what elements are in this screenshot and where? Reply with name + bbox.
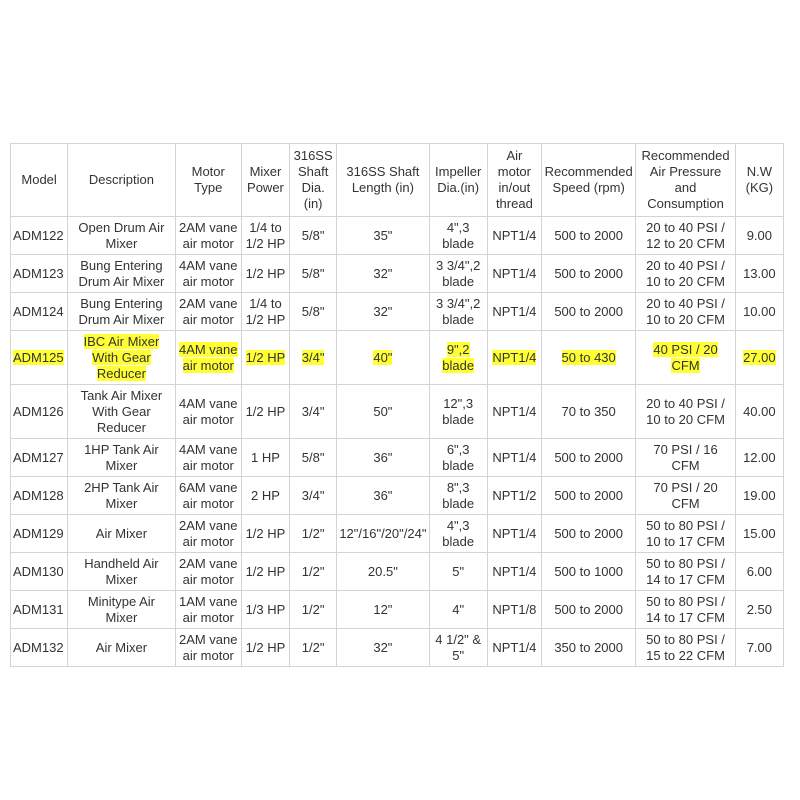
air-pressure-cell: [636, 477, 735, 515]
shaft-dia-cell: [290, 515, 337, 553]
cell-text: NPT1/4: [492, 303, 537, 319]
cell-text: 6",3 blade: [442, 441, 475, 473]
cell-text: 4AM vane air motor: [178, 341, 238, 373]
cell-text: 7.00: [746, 639, 773, 655]
cell-text: 20 to 40 PSI / 12 to 20 CFM: [646, 219, 725, 251]
cell-text: 20 to 40 PSI / 10 to 20 CFM: [646, 295, 725, 327]
thread-cell: [487, 385, 541, 439]
speed-cell: [541, 591, 635, 629]
table-row: [11, 439, 784, 477]
speed-cell: [541, 385, 635, 439]
shaft-length-cell: [337, 331, 429, 385]
impeller-dia-cell: [429, 385, 487, 439]
description-cell: [68, 591, 175, 629]
cell-text: 4AM vane air motor: [178, 257, 238, 289]
cell-text: 32": [373, 265, 393, 281]
table-row: [11, 331, 784, 385]
speed-cell: [541, 331, 635, 385]
cell-text: 4": [452, 601, 465, 617]
cell-text: NPT1/4: [492, 265, 537, 281]
thread-cell: [487, 331, 541, 385]
cell-text: 50 to 80 PSI / 15 to 22 CFM: [646, 631, 725, 663]
header-shaft-dia: 316SS Shaft Dia. (in): [290, 144, 337, 217]
motor-type-cell: [175, 293, 241, 331]
speed-cell: [541, 553, 635, 591]
model-cell: [11, 439, 68, 477]
cell-text: 5/8": [301, 449, 325, 465]
cell-text: IBC Air Mixer With Gear Reducer: [83, 333, 160, 381]
description-cell: [68, 293, 175, 331]
cell-text: 9",2 blade: [442, 341, 475, 373]
shaft-dia-cell: [290, 331, 337, 385]
air-pressure-cell: [636, 439, 735, 477]
weight-cell: [735, 385, 783, 439]
cell-text: Air Mixer: [95, 525, 148, 541]
shaft-length-cell: [337, 477, 429, 515]
table-header-row: [11, 144, 784, 217]
thread-cell: [487, 217, 541, 255]
table-row: [11, 553, 784, 591]
impeller-dia-cell: [429, 255, 487, 293]
cell-text: 4AM vane air motor: [178, 395, 238, 427]
cell-text: NPT1/8: [492, 601, 537, 617]
cell-text: Bung Entering Drum Air Mixer: [78, 257, 165, 289]
cell-text: 2AM vane air motor: [178, 631, 238, 663]
description-cell: [68, 331, 175, 385]
mixer-power-cell: [241, 385, 289, 439]
cell-text: 12"/16"/20"/24": [339, 525, 427, 541]
impeller-dia-cell: [429, 591, 487, 629]
cell-text: 6AM vane air motor: [178, 479, 238, 511]
shaft-dia-cell: [290, 591, 337, 629]
cell-text: ADM132: [13, 639, 64, 655]
air-pressure-cell: [636, 553, 735, 591]
cell-text: Handheld Air Mixer: [84, 555, 159, 587]
speed-cell: [541, 217, 635, 255]
cell-text: 4 1/2" & 5": [435, 631, 482, 663]
cell-text: 1/3 HP: [245, 601, 286, 617]
cell-text: 5/8": [301, 265, 325, 281]
weight-cell: [735, 477, 783, 515]
cell-text: 500 to 2000: [554, 303, 623, 319]
model-cell: [11, 553, 68, 591]
cell-text: 20.5": [367, 563, 398, 579]
motor-type-cell: [175, 553, 241, 591]
table-row: [11, 515, 784, 553]
cell-text: 350 to 2000: [554, 639, 623, 655]
cell-text: 40": [373, 349, 393, 365]
cell-text: 32": [373, 303, 393, 319]
table-row: [11, 293, 784, 331]
cell-text: 50 to 80 PSI / 14 to 17 CFM: [646, 555, 725, 587]
weight-cell: [735, 515, 783, 553]
cell-text: 500 to 2000: [554, 265, 623, 281]
table-row: [11, 591, 784, 629]
cell-text: 2AM vane air motor: [178, 219, 238, 251]
cell-text: 9.00: [746, 227, 773, 243]
impeller-dia-cell: [429, 293, 487, 331]
cell-text: ADM128: [13, 487, 64, 503]
cell-text: 36": [373, 487, 393, 503]
thread-cell: [487, 477, 541, 515]
cell-text: 4",3 blade: [442, 517, 475, 549]
cell-text: 1 HP: [251, 449, 280, 465]
table-row: [11, 477, 784, 515]
cell-text: 70 PSI / 16 CFM: [653, 441, 718, 473]
air-pressure-cell: [636, 255, 735, 293]
shaft-dia-cell: [290, 553, 337, 591]
cell-text: 3/4": [301, 349, 325, 365]
mixer-power-cell: [241, 255, 289, 293]
cell-text: ADM126: [13, 403, 64, 419]
impeller-dia-cell: [429, 331, 487, 385]
cell-text: NPT1/4: [492, 639, 537, 655]
air-pressure-cell: [636, 293, 735, 331]
shaft-length-cell: [337, 629, 429, 667]
cell-text: NPT1/4: [492, 227, 537, 243]
cell-text: ADM129: [13, 525, 64, 541]
description-cell: [68, 553, 175, 591]
cell-text: ADM123: [13, 265, 64, 281]
cell-text: NPT1/4: [492, 403, 537, 419]
cell-text: ADM124: [13, 303, 64, 319]
weight-cell: [735, 553, 783, 591]
cell-text: 1/2": [301, 563, 325, 579]
air-pressure-cell: [636, 217, 735, 255]
cell-text: 1/2": [301, 525, 325, 541]
cell-text: 50 to 80 PSI / 14 to 17 CFM: [646, 593, 725, 625]
shaft-dia-cell: [290, 255, 337, 293]
shaft-length-cell: [337, 591, 429, 629]
cell-text: 1/2": [301, 601, 325, 617]
header-shaft-length: 316SS Shaft Length (in): [337, 144, 429, 217]
description-cell: [68, 515, 175, 553]
header-impeller-dia: Impeller Dia.(in): [429, 144, 487, 217]
cell-text: 20 to 40 PSI / 10 to 20 CFM: [646, 257, 725, 289]
cell-text: 5": [452, 563, 465, 579]
model-cell: [11, 293, 68, 331]
motor-type-cell: [175, 385, 241, 439]
cell-text: Open Drum Air Mixer: [78, 219, 165, 251]
shaft-length-cell: [337, 293, 429, 331]
thread-cell: [487, 515, 541, 553]
weight-cell: [735, 331, 783, 385]
motor-type-cell: [175, 217, 241, 255]
weight-cell: [735, 591, 783, 629]
description-cell: [68, 217, 175, 255]
cell-text: 70 to 350: [561, 403, 616, 419]
cell-text: 4",3 blade: [442, 219, 475, 251]
thread-cell: [487, 553, 541, 591]
weight-cell: [735, 439, 783, 477]
cell-text: 500 to 2000: [554, 601, 623, 617]
model-cell: [11, 515, 68, 553]
cell-text: 3/4": [301, 403, 325, 419]
model-cell: [11, 477, 68, 515]
cell-text: 2HP Tank Air Mixer: [84, 479, 159, 511]
air-pressure-cell: [636, 385, 735, 439]
cell-text: 500 to 2000: [554, 449, 623, 465]
cell-text: 36": [373, 449, 393, 465]
model-cell: [11, 331, 68, 385]
cell-text: NPT1/4: [492, 349, 537, 365]
model-cell: [11, 591, 68, 629]
speed-cell: [541, 293, 635, 331]
cell-text: ADM125: [13, 349, 64, 365]
shaft-length-cell: [337, 255, 429, 293]
header-net-weight: N.W (KG): [735, 144, 783, 217]
table-body: [11, 217, 784, 667]
cell-text: 20 to 40 PSI / 10 to 20 CFM: [646, 395, 725, 427]
cell-text: 1/4 to 1/2 HP: [245, 219, 286, 251]
model-cell: [11, 385, 68, 439]
cell-text: 12.00: [743, 449, 776, 465]
mixer-power-cell: [241, 439, 289, 477]
mixer-power-cell: [241, 217, 289, 255]
cell-text: ADM127: [13, 449, 64, 465]
air-pressure-cell: [636, 515, 735, 553]
cell-text: 15.00: [743, 525, 776, 541]
cell-text: 1/2 HP: [245, 639, 286, 655]
motor-type-cell: [175, 477, 241, 515]
thread-cell: [487, 591, 541, 629]
cell-text: 6.00: [746, 563, 773, 579]
cell-text: 1/2 HP: [245, 349, 286, 365]
cell-text: 5/8": [301, 227, 325, 243]
speed-cell: [541, 629, 635, 667]
cell-text: Tank Air Mixer With Gear Reducer: [80, 387, 163, 435]
cell-text: 3/4": [301, 487, 325, 503]
shaft-length-cell: [337, 515, 429, 553]
air-pressure-cell: [636, 331, 735, 385]
weight-cell: [735, 293, 783, 331]
impeller-dia-cell: [429, 439, 487, 477]
cell-text: 1AM vane air motor: [178, 593, 238, 625]
cell-text: 40 PSI / 20 CFM: [653, 341, 718, 373]
header-mixer-power: Mixer Power: [241, 144, 289, 217]
mixer-power-cell: [241, 477, 289, 515]
cell-text: 1/4 to 1/2 HP: [245, 295, 286, 327]
header-model: Model: [11, 144, 68, 217]
motor-type-cell: [175, 439, 241, 477]
shaft-length-cell: [337, 385, 429, 439]
cell-text: 70 PSI / 20 CFM: [653, 479, 718, 511]
description-cell: [68, 255, 175, 293]
cell-text: Air Mixer: [95, 639, 148, 655]
speed-cell: [541, 515, 635, 553]
table-row: [11, 385, 784, 439]
thread-cell: [487, 629, 541, 667]
cell-text: Bung Entering Drum Air Mixer: [78, 295, 165, 327]
weight-cell: [735, 255, 783, 293]
air-mixer-spec-table: [10, 143, 784, 667]
thread-cell: [487, 293, 541, 331]
table-row: [11, 629, 784, 667]
cell-text: 3 3/4",2 blade: [435, 295, 481, 327]
air-pressure-cell: [636, 591, 735, 629]
cell-text: 1/2 HP: [245, 525, 286, 541]
weight-cell: [735, 629, 783, 667]
motor-type-cell: [175, 629, 241, 667]
shaft-length-cell: [337, 553, 429, 591]
thread-cell: [487, 439, 541, 477]
speed-cell: [541, 477, 635, 515]
motor-type-cell: [175, 591, 241, 629]
mixer-power-cell: [241, 515, 289, 553]
speed-cell: [541, 255, 635, 293]
mixer-power-cell: [241, 331, 289, 385]
mixer-power-cell: [241, 293, 289, 331]
cell-text: NPT1/4: [492, 449, 537, 465]
shaft-dia-cell: [290, 293, 337, 331]
mixer-power-cell: [241, 629, 289, 667]
cell-text: 50 to 80 PSI / 10 to 17 CFM: [646, 517, 725, 549]
model-cell: [11, 629, 68, 667]
speed-cell: [541, 439, 635, 477]
cell-text: 1/2 HP: [245, 403, 286, 419]
cell-text: ADM130: [13, 563, 64, 579]
impeller-dia-cell: [429, 629, 487, 667]
cell-text: ADM122: [13, 227, 64, 243]
cell-text: 500 to 1000: [554, 563, 623, 579]
cell-text: 1/2 HP: [245, 265, 286, 281]
table-row: [11, 217, 784, 255]
thread-cell: [487, 255, 541, 293]
weight-cell: [735, 217, 783, 255]
impeller-dia-cell: [429, 217, 487, 255]
cell-text: 50": [373, 403, 393, 419]
cell-text: 35": [373, 227, 393, 243]
cell-text: 3 3/4",2 blade: [435, 257, 481, 289]
motor-type-cell: [175, 331, 241, 385]
cell-text: 12": [373, 601, 393, 617]
cell-text: 2 HP: [251, 487, 280, 503]
description-cell: [68, 385, 175, 439]
cell-text: 13.00: [743, 265, 776, 281]
header-air-pressure: Recommended Air Pressure and Consumption: [636, 144, 735, 217]
cell-text: 2AM vane air motor: [178, 295, 238, 327]
description-cell: [68, 629, 175, 667]
header-recommended-speed: Recommended Speed (rpm): [541, 144, 635, 217]
shaft-length-cell: [337, 217, 429, 255]
shaft-dia-cell: [290, 629, 337, 667]
shaft-dia-cell: [290, 385, 337, 439]
cell-text: 500 to 2000: [554, 525, 623, 541]
cell-text: 40.00: [743, 403, 776, 419]
shaft-dia-cell: [290, 477, 337, 515]
cell-text: 8",3 blade: [442, 479, 475, 511]
header-motor-type: Motor Type: [175, 144, 241, 217]
cell-text: 4AM vane air motor: [178, 441, 238, 473]
shaft-length-cell: [337, 439, 429, 477]
cell-text: Minitype Air Mixer: [87, 593, 156, 625]
cell-text: 12",3 blade: [442, 395, 475, 427]
impeller-dia-cell: [429, 553, 487, 591]
cell-text: 32": [373, 639, 393, 655]
impeller-dia-cell: [429, 477, 487, 515]
impeller-dia-cell: [429, 515, 487, 553]
cell-text: NPT1/4: [492, 525, 537, 541]
cell-text: 1HP Tank Air Mixer: [84, 441, 159, 473]
mixer-power-cell: [241, 591, 289, 629]
motor-type-cell: [175, 255, 241, 293]
cell-text: 2AM vane air motor: [178, 517, 238, 549]
cell-text: 27.00: [743, 349, 776, 365]
cell-text: 19.00: [743, 487, 776, 503]
cell-text: 500 to 2000: [554, 487, 623, 503]
mixer-power-cell: [241, 553, 289, 591]
cell-text: 1/2 HP: [245, 563, 286, 579]
shaft-dia-cell: [290, 217, 337, 255]
motor-type-cell: [175, 515, 241, 553]
model-cell: [11, 217, 68, 255]
cell-text: 2AM vane air motor: [178, 555, 238, 587]
cell-text: 500 to 2000: [554, 227, 623, 243]
model-cell: [11, 255, 68, 293]
cell-text: NPT1/4: [492, 563, 537, 579]
cell-text: ADM131: [13, 601, 64, 617]
header-description: Description: [68, 144, 175, 217]
table-row: [11, 255, 784, 293]
cell-text: 1/2": [301, 639, 325, 655]
cell-text: 10.00: [743, 303, 776, 319]
cell-text: NPT1/2: [492, 487, 537, 503]
cell-text: 50 to 430: [561, 349, 616, 365]
cell-text: 2.50: [746, 601, 773, 617]
shaft-dia-cell: [290, 439, 337, 477]
cell-text: 5/8": [301, 303, 325, 319]
header-air-motor-thread: Air motor in/out thread: [487, 144, 541, 217]
air-pressure-cell: [636, 629, 735, 667]
description-cell: [68, 477, 175, 515]
description-cell: [68, 439, 175, 477]
